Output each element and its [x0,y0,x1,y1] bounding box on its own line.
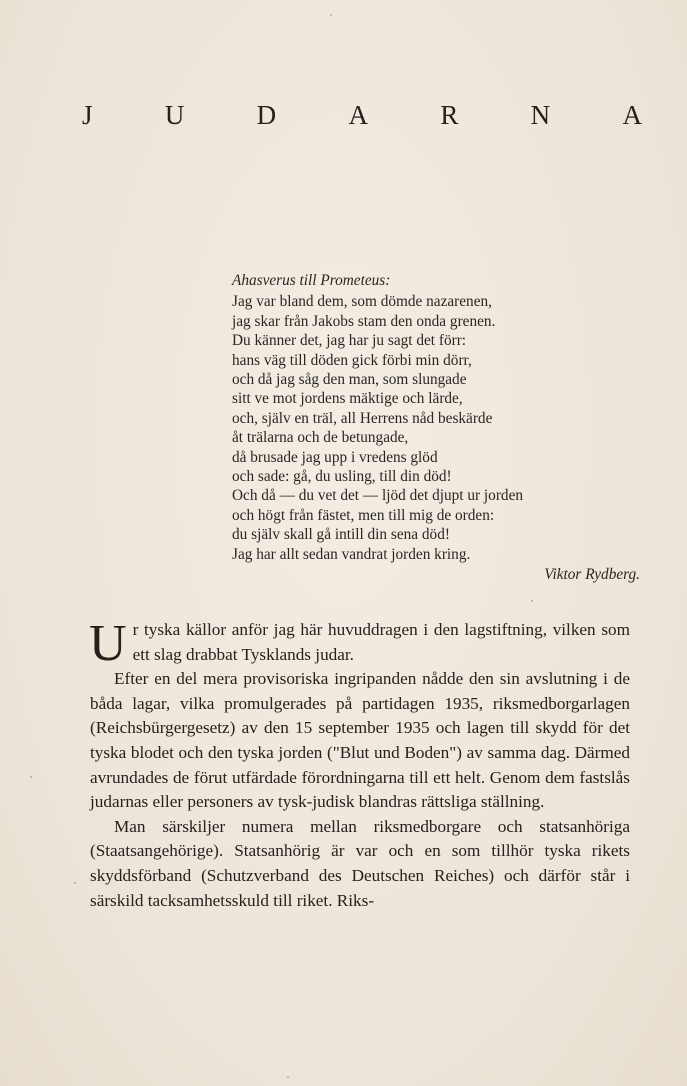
poem-heading: Ahasverus till Prometeus: [232,272,391,289]
paragraph-1-text: r tyska källor anför jag här huvuddragen i den lagstiftning, vilken som ett slag drabbat Tysklands judar. [132,620,630,664]
chapter-title [82,100,642,131]
body-text [89,615,630,913]
poem-line: sitt ve mot jordens mäktige och lärde, [232,390,463,408]
poem-line: hans väg till döden gick förbi min dörr, [232,351,472,369]
poem-line: Jag var bland dem, som dömde nazarenen, [232,293,492,311]
poem-line: och högt från fästet, men till mig de orden: [232,506,495,524]
poem-line: Jag har allt sedan vandrat jorden kring. [232,545,471,563]
epigraph-poem [232,271,642,585]
title-letter: R [440,100,459,130]
paper-speck [287,1076,289,1078]
paper-speck [30,776,32,778]
title-letter: U [164,100,185,130]
poem-line: och, själv en träl, all Herrens nåd beskärde [232,409,493,427]
paper-speck [330,14,332,16]
poem-line: och sade: gå, du usling, till din död! [232,468,452,486]
title-letter: A [622,100,642,130]
paragraph-2: Efter en del mera provisoriska ingripanden nådde den sin avslutning i de båda lagar, vilka promulgerades på partidagen 1935, riksmedborgarlagen (Reichsbürgergesetz) av den 15 september 1935 och lagen till skydd för det tyska blodet och den tyska jorden ("Blut und Boden") av samma dag. Därmed avrundades de förut utfärdade förordningarna till ett helt. Genom dem fastslås judarnas eller personers av tysk-judisk blandras rättsliga ställning. [90,669,630,812]
poem-line: åt trälarna och de betungade, [232,429,409,447]
paper-speck [74,882,76,884]
poem-line: Du känner det, jag har ju sagt det förr: [232,332,467,350]
title-letter: J [82,100,93,130]
title-letter: N [530,100,551,130]
poem-line: du själv skall gå intill din sena död! [232,526,450,544]
poem-line: jag skar från Jakobs stam den onda grenen. [232,312,496,330]
poem-line: och då jag såg den man, som slungade [232,371,467,389]
paragraph-3: Man särskiljer numera mellan riksmedborgare och statsanhöriga (Staatsangehörige). Statsanhörig är var och en som tillhör tyska rikets skyddsförband (Schutzverband des Deutschen Reiches) och därför står i särskild tacksamhetsskuld till riket. Riks- [90,816,630,910]
paragraph-1 [89,615,630,672]
poem-line: då brusade jag upp i vredens glöd [232,448,438,466]
poem-author: Viktor Rydberg. [544,566,640,584]
paper-speck [531,600,533,602]
title-letter: D [256,100,277,130]
drop-cap: U [89,615,127,672]
title-letter: A [348,100,368,130]
poem-line: Och då — du vet det — ljöd det djupt ur jorden [232,487,524,505]
